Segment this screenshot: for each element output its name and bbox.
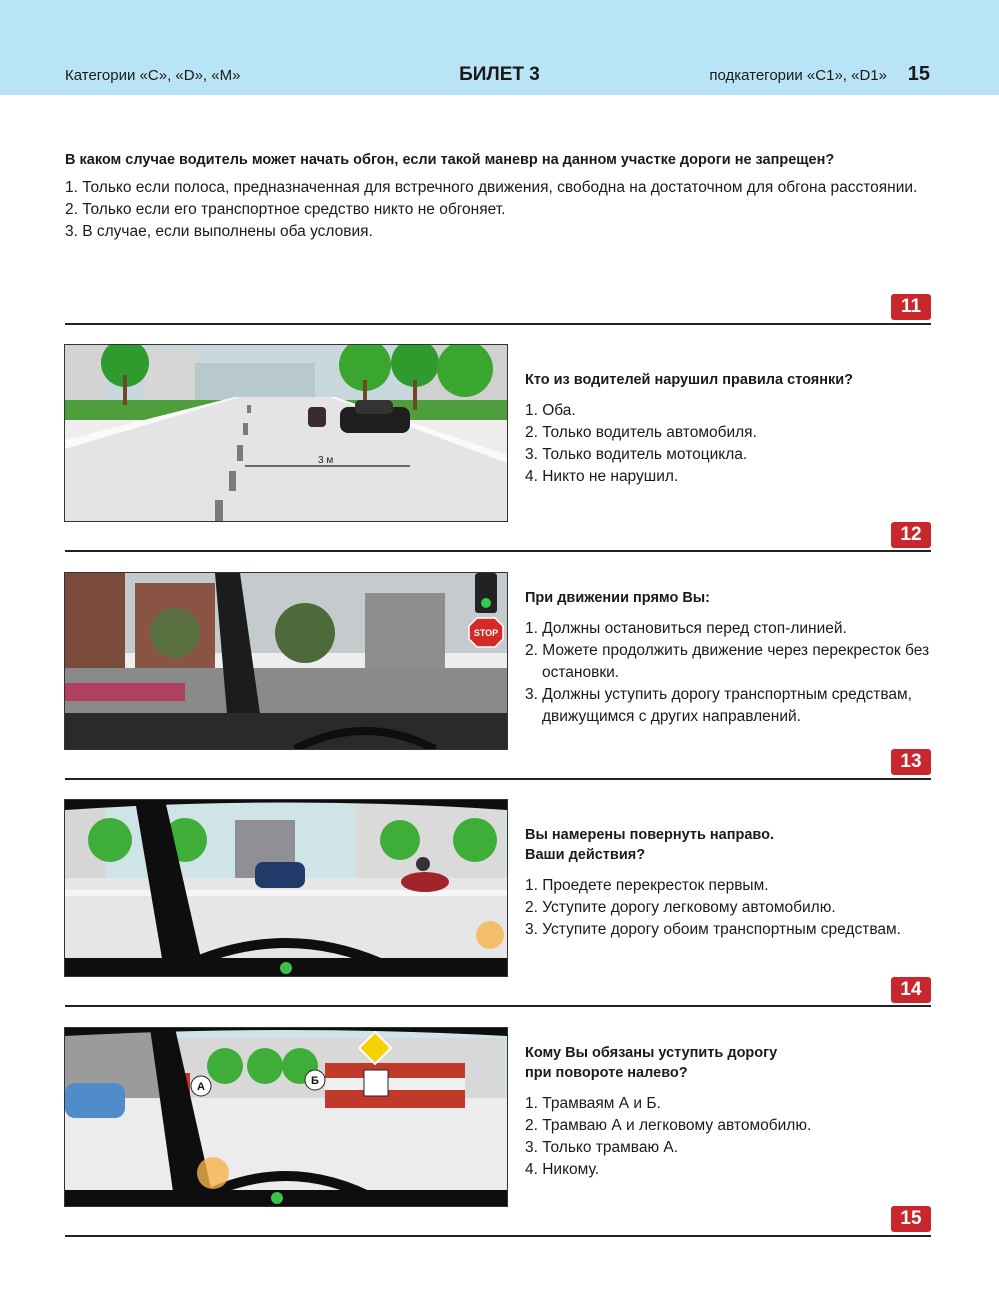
- answer-list: [525, 1093, 935, 1181]
- answer-option[interactable]: 3. В случае, если выполнены оба условия.: [65, 223, 373, 240]
- answer-option[interactable]: 1. Проедете перекресток первым.: [525, 877, 769, 894]
- answer-list: [525, 400, 935, 488]
- question-number-badge: 14: [891, 977, 931, 1003]
- page-number: 15: [907, 63, 930, 85]
- question-11: [65, 152, 945, 243]
- divider: [65, 778, 931, 780]
- question-15-illustration: [64, 1027, 508, 1207]
- answer-option[interactable]: 1. Должны остановиться перед стоп-линией.: [525, 620, 847, 637]
- question-14-illustration: [64, 799, 508, 977]
- answer-option[interactable]: 3. Уступите дорогу обоим транспортным средствам.: [525, 921, 901, 938]
- divider: [65, 550, 931, 552]
- answer-option[interactable]: 2. Уступите дорогу легковому автомобилю.: [525, 899, 836, 916]
- answer-option[interactable]: 3. Должны уступить дорогу транспортным средствам, движущимся с других направлений.: [525, 686, 912, 725]
- answer-option[interactable]: 2. Только водитель автомобиля.: [525, 424, 757, 441]
- divider: [65, 1235, 931, 1237]
- answer-option[interactable]: 1. Оба.: [525, 402, 576, 419]
- question-number-badge: 13: [891, 749, 931, 775]
- distance-label: 3 м: [318, 455, 334, 466]
- answer-option[interactable]: 1. Трамваям А и Б.: [525, 1095, 661, 1112]
- answer-option[interactable]: 3. Только трамваю А.: [525, 1139, 679, 1156]
- question-number-badge: 12: [891, 522, 931, 548]
- question-13-illustration: [64, 572, 508, 750]
- question-title: Вы намерены повернуть направо. Ваши действия?: [525, 827, 774, 863]
- question-title: Кому Вы обязаны уступить дорогу при повороте налево?: [525, 1045, 778, 1081]
- answer-option[interactable]: 2. Только если его транспортное средство никто не обгоняет.: [65, 201, 506, 218]
- answer-option[interactable]: 4. Никому.: [525, 1161, 599, 1178]
- answer-list: [525, 875, 935, 941]
- page-header: [0, 0, 999, 95]
- divider: [65, 1005, 931, 1007]
- answer-option[interactable]: 1. Только если полоса, предназначенная для встречного движения, свободна на достаточном для обгона расстоянии.: [65, 179, 918, 196]
- question-14: [525, 825, 935, 941]
- answer-option[interactable]: 4. Никто не нарушил.: [525, 468, 679, 485]
- divider: [65, 323, 931, 325]
- question-12: [525, 370, 935, 488]
- question-13: [525, 588, 935, 728]
- question-number-badge: 11: [891, 294, 931, 320]
- question-12-illustration: [64, 344, 508, 522]
- answer-option[interactable]: 2. Можете продолжить движение через перекресток без остановки.: [525, 642, 930, 681]
- answer-list: [65, 177, 945, 243]
- stop-sign-label: STOP: [473, 628, 499, 638]
- categories-label: Категории «C», «D», «M»: [65, 67, 241, 84]
- tram-a-label: А: [197, 1081, 205, 1093]
- answer-option[interactable]: 3. Только водитель мотоцикла.: [525, 446, 748, 463]
- question-title: Кто из водителей нарушил правила стоянки?: [525, 372, 853, 388]
- question-title: При движении прямо Вы:: [525, 590, 711, 606]
- ticket-title: БИЛЕТ 3: [459, 64, 540, 85]
- tram-b-label: Б: [311, 1075, 319, 1087]
- answer-option[interactable]: 2. Трамваю А и легковому автомобилю.: [525, 1117, 812, 1134]
- subcategories-label: подкатегории «C1», «D1»: [709, 67, 887, 84]
- question-title: В каком случае водитель может начать обгон, если такой маневр на данном участке дороги не запрещен?: [65, 152, 835, 168]
- answer-list: [525, 618, 935, 728]
- question-number-badge: 15: [891, 1206, 931, 1232]
- question-15: [525, 1043, 935, 1181]
